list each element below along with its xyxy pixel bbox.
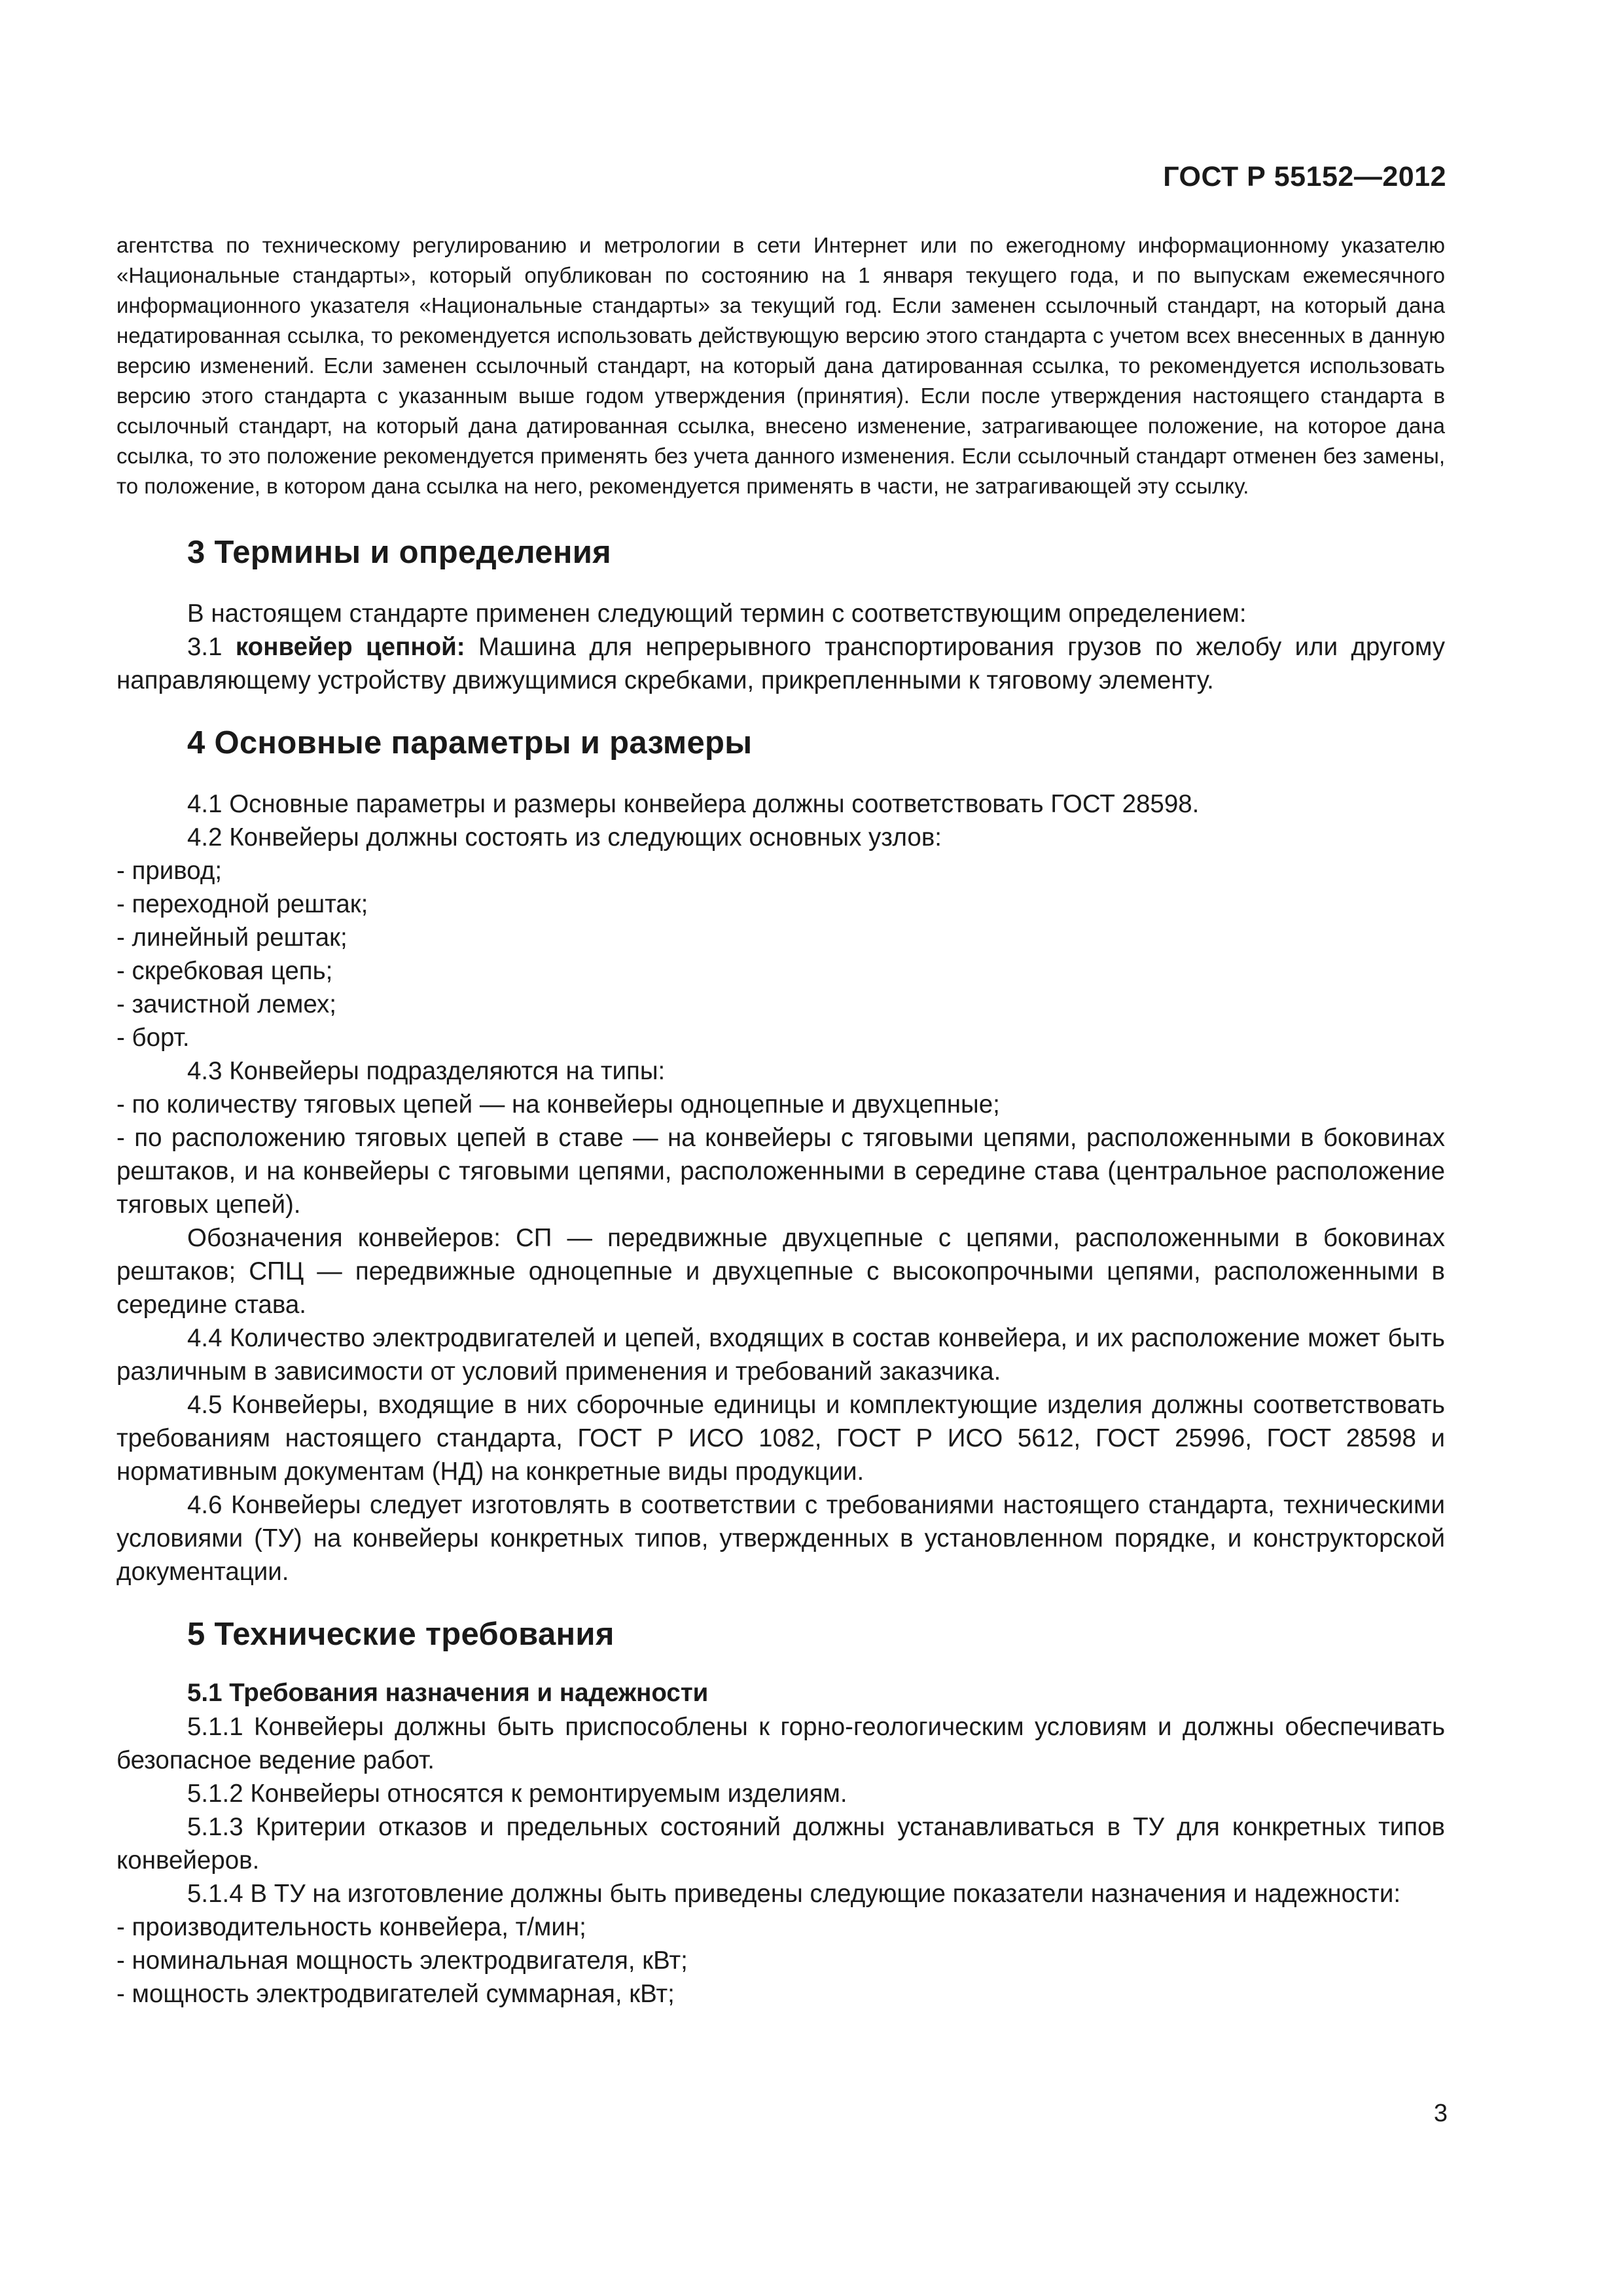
page-content [116, 230, 1445, 2011]
intro-block [116, 230, 1445, 501]
term-name: конвейер цепной: [235, 633, 465, 661]
paragraph-4-3: 4.3 Конвейеры подразделяются на типы: [187, 1057, 666, 1085]
list-item: - номинальная мощность электродвигателя, кВт; [116, 1946, 688, 1975]
list-item: - скребковая цепь; [116, 957, 333, 985]
list-item: - привод; [116, 857, 223, 885]
term-definition-text: Машина для непрерывного транспортирования грузов по желобу или другому направляющему устройству движущимися скребками, прикрепленными к тяговому элементу. [116, 633, 1445, 694]
paragraph-4-5: 4.5 Конвейеры, входящие в них сборочные единицы и комплектующие изделия должны соответствовать требованиям настоящего стандарта, ГОСТ Р ИСО 1082, ГОСТ Р ИСО 5612, ГОСТ 25996, ГОСТ 28598 и нормативным документам (НД) на конкретные виды продукции. [116, 1391, 1445, 1486]
list-item: - мощность электродвигателей суммарная, кВт; [116, 1980, 675, 2008]
paragraph-4-2: 4.2 Конвейеры должны состоять из следующих основных узлов: [187, 823, 942, 852]
subsection-5-1-heading: 5.1 Требования назначения и надежности [187, 1679, 709, 1707]
list-item: - по количеству тяговых цепей — на конвейеры одноцепные и двухцепные; [116, 1090, 1000, 1119]
term-number: 3.1 [187, 633, 223, 661]
list-item: - борт. [116, 1024, 190, 1052]
paragraph-4-6: 4.6 Конвейеры следует изготовлять в соответствии с требованиями настоящего стандарта, техническими условиями (ТУ) на конвейеры конкретных типов, утвержденных в установленном порядке, и конструкторской документации. [116, 1491, 1445, 1586]
paragraph-4-4: 4.4 Количество электродвигателей и цепей, входящих в состав конвейера, и их расположение может быть различным в зависимости от условий применения и требований заказчика. [116, 1324, 1445, 1386]
section-3-intro: В настоящем стандарте применен следующий термин с соответствующим определением: [187, 600, 1247, 628]
list-item: - зачистной лемех; [116, 990, 336, 1018]
paragraph-5-1-4: 5.1.4 В ТУ на изготовление должны быть приведены следующие показатели назначения и надежности: [187, 1880, 1401, 1908]
conveyor-designations: Обозначения конвейеров: СП — передвижные двухцепные с цепями, расположенными в боковинах рештаков; СПЦ — передвижные одноцепные и двухцепные с высокопрочными цепями, расположенными в середине става. [116, 1224, 1445, 1319]
list-item: - по расположению тяговых цепей в ставе — на конвейеры с тяговыми цепями, расположенными в боковинах рештаков, и на конвейеры с тяговыми цепями, расположенными в середине става (центральное расположение тяговых цепей). [116, 1124, 1445, 1219]
paragraph-5-1-1: 5.1.1 Конвейеры должны быть приспособлены к горно-геологическим условиям и должны обеспечивать безопасное ведение работ. [116, 1713, 1445, 1774]
paragraph-5-1-3: 5.1.3 Критерии отказов и предельных состояний должны устанавливаться в ТУ для конкретных типов конвейеров. [116, 1813, 1445, 1874]
page-number: 3 [1433, 2100, 1448, 2127]
list-item: - линейный рештак; [116, 924, 348, 952]
document-id-header: ГОСТ Р 55152—2012 [1163, 161, 1446, 192]
list-item: - переходной рештак; [116, 890, 368, 918]
section-5-heading: 5 Технические требования [187, 1617, 615, 1652]
paragraph-5-1-2: 5.1.2 Конвейеры относятся к ремонтируемым изделиям. [187, 1780, 847, 1808]
paragraph-4-1: 4.1 Основные параметры и размеры конвейера должны соответствовать ГОСТ 28598. [187, 790, 1200, 818]
list-item: - производительность конвейера, т/мин; [116, 1913, 586, 1941]
section-4-heading: 4 Основные параметры и размеры [187, 725, 753, 761]
intro-paragraph: агентства по техническому регулированию и метрологии в сети Интернет или по ежегодному информационному указателю «Национальные стандарты», который опубликован по состоянию на 1 января текущего года, и по выпускам ежемесячного информационного указателя «Национальные стандарты» за текущий год. Если заменен ссылочный стандарт, на который дана недатированная ссылка, то рекомендуется использовать действующую версию этого стандарта с учетом всех внесенных в данную версию изменений. Если заменен ссылочный стандарт, на который дана датированная ссылка, то рекомендуется использовать версию этого стандарта с указанным выше годом утверждения (принятия). Если после утверждения настоящего стандарта в ссылочный стандарт, на который дана датированная ссылка, внесено изменение, затрагивающее положение, на которое дана ссылка, то это положение рекомендуется применять без учета данного изменения. Если ссылочный стандарт отменен без замены, то положение, в котором дана ссылка на него, рекомендуется применять в части, не затрагивающей эту ссылку. [116, 233, 1445, 498]
indicators-list [116, 1910, 1445, 2011]
term-definition [116, 630, 1445, 697]
units-list [116, 854, 1445, 1054]
section-3-heading: 3 Термины и определения [187, 535, 612, 570]
